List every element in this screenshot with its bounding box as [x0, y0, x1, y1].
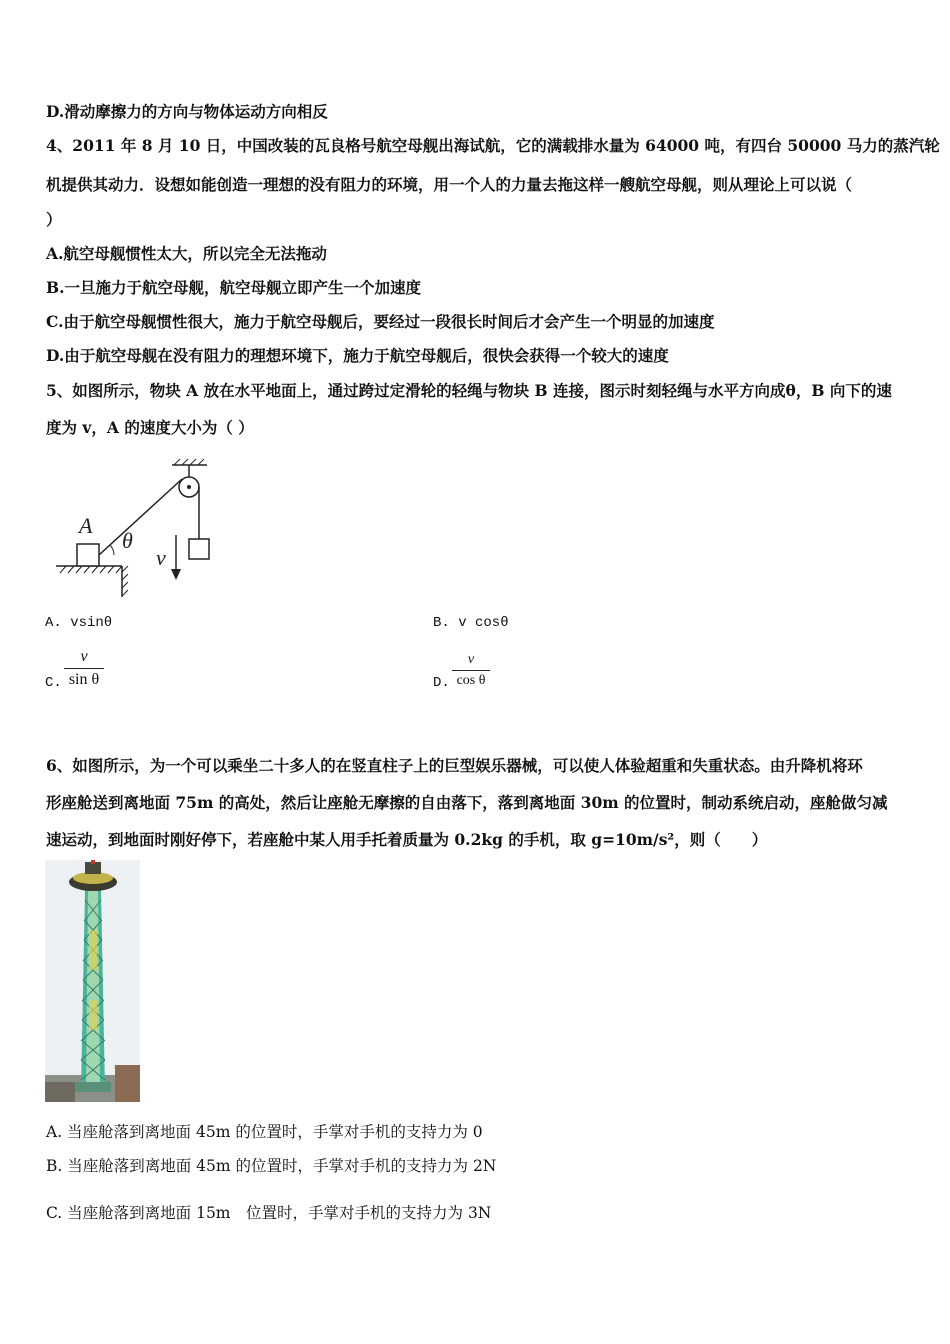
q6-stem-line1: 6、如图所示，为一个可以乘坐二十多人的在竖直柱子上的巨型娱乐器械，可以使人体验超重和失重状态。由升降机将环 [46, 756, 863, 775]
q4-stem-line3: ） [46, 210, 62, 229]
q5-option-b: B. v cosθ [433, 615, 509, 631]
q4-stem-line1: 4、2011 年 8 月 10 日，中国改装的瓦良格号航空母舰出海试航，它的满载排水量为 64000 吨，有四台 50000 马力的蒸汽轮 [46, 136, 940, 155]
block-b [189, 539, 209, 559]
q4-option-d: D.由于航空母舰在没有阻力的理想环境下，施力于航空母舰后，很快会获得一个较大的速度 [46, 346, 669, 365]
label-v: v [156, 545, 166, 570]
q5-option-a: A. vsinθ [45, 615, 113, 631]
q5-option-c-prefix: C. [45, 675, 62, 691]
q6-option-b: B. 当座舱落到离地面 45m 的位置时，手掌对手机的支持力为 2N [46, 1157, 497, 1175]
q6-stem-line3: 速运动，到地面时刚好停下，若座舱中某人用手托着质量为 0.2kg 的手机，取 g=10m/s²，则（ ） [46, 830, 768, 849]
fraction-numerator: v [467, 652, 475, 667]
q5-stem-line1: 5、如图所示，物块 A 放在水平地面上，通过跨过定滑轮的轻绳与物块 B 连接，图示时刻轻绳与水平方向成θ，B 向下的速 [46, 381, 892, 400]
fraction-denominator: cos θ [456, 673, 486, 688]
label-theta: θ [122, 528, 133, 553]
q5-option-d-prefix: D. [433, 675, 450, 691]
q6-option-a: A. 当座舱落到离地面 45m 的位置时，手掌对手机的支持力为 0 [46, 1123, 483, 1141]
q4-stem-line2: 机提供其动力．设想如能创造一理想的没有阻力的环境，用一个人的力量去拖这样一艘航空母舰，则从理论上可以说（ [46, 175, 853, 194]
q5-option-d-fraction [452, 652, 490, 689]
label-a: A [79, 513, 93, 538]
q3-option-d: D.滑动摩擦力的方向与物体运动方向相反 [46, 102, 328, 121]
fraction-numerator: v [80, 648, 88, 665]
q4-option-b: B.一旦施力于航空母舰，航空母舰立即产生一个加速度 [46, 278, 421, 297]
q6-option-c: C. 当座舱落到离地面 15m 位置时，手掌对手机的支持力为 3N [46, 1204, 492, 1222]
q4-option-c: C.由于航空母舰惯性很大，施力于航空母舰后，要经过一段很长时间后才会产生一个明显的加速度 [46, 312, 715, 331]
q5-pulley-diagram [52, 455, 222, 600]
q6-stem-line2: 形座舱送到离地面 75m 的高处，然后让座舱无摩擦的自由落下，落到离地面 30m 的位置时，制动系统启动，座舱做匀减 [46, 793, 888, 812]
q5-stem-line2: 度为 v，A 的速度大小为（ ） [46, 418, 254, 437]
fraction-denominator: sin θ [68, 671, 100, 688]
q4-option-a: A.航空母舰惯性太大，所以完全无法拖动 [46, 244, 327, 263]
drop-tower-photo [45, 860, 140, 1102]
q5-option-c-fraction [64, 648, 104, 689]
block-a [77, 544, 99, 566]
